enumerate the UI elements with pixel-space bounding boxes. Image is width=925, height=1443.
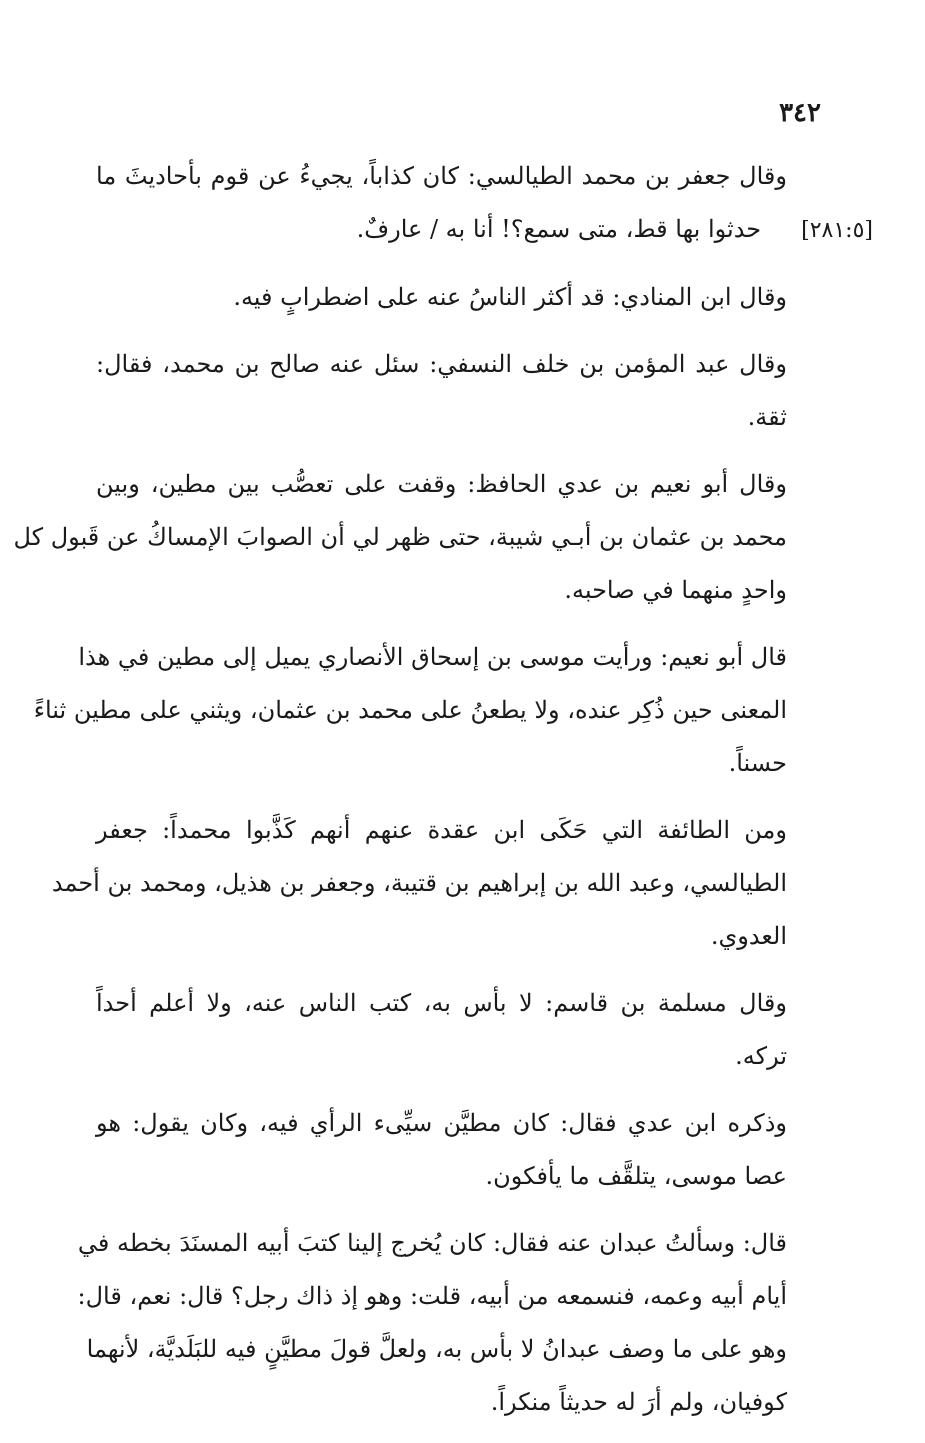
text-line: وقال جعفر بن محمد الطيالسي: كان كذاباً، يجيءُ عن قوم بأحاديثَ ما (96, 162, 787, 190)
paragraph (96, 338, 821, 444)
text-line: وهو على ما وصف عبدانُ لا بأس به، ولعلَّ قولَ مطيَّنٍ فيه للبَلَديَّة، لأنهما (86, 1335, 787, 1363)
paragraph (33, 631, 821, 790)
text-line: أيام أبيه وعمه، فنسمعه من أبيه، قلت: وهو إذ ذاك رجل؟ قال: نعم، قال: (77, 1282, 787, 1310)
paragraph (96, 1097, 821, 1203)
paragraph (13, 458, 821, 617)
text-line: عصا موسى، يتلقَّف ما يأفكون. (485, 1162, 787, 1190)
text-line: الطيالسي، وعبد الله بن إبراهيم بن قتيبة، وجعفر بن هذيل، ومحمد بن أحمد (51, 869, 787, 897)
text-line: وقال مسلمة بن قاسم: لا بأس به، كتب الناس عنه، ولا أعلم أحداً (96, 989, 787, 1017)
text-line: العدوي. (710, 922, 787, 950)
page-number: ٣٤٢ (779, 98, 821, 128)
text-line: وذكره ابن عدي فقال: كان مطيَّن سيِّىء الرأي فيه، وكان يقول: هو (96, 1109, 787, 1137)
text-line: تركه. (735, 1042, 787, 1070)
text-line: وقال عبد المؤمن بن خلف النسفي: سئل عنه صالح بن محمد، فقال: (96, 350, 787, 378)
text-line-with-marker (96, 203, 873, 257)
text-line: ومن الطائفة التي حَكَى ابن عقدة عنهم أنهم كَذَّبوا محمداً: جعفر (96, 816, 787, 844)
text-line: حدثوا بها قط، متى سمع؟! أنا به / عارفٌ. (356, 215, 762, 243)
paragraph (51, 804, 821, 963)
main-text (13, 150, 873, 1443)
text-line: كوفيان، ولم أرَ له حديثاً منكراً. (490, 1388, 787, 1416)
text-line: حسناً. (728, 749, 787, 777)
paragraph (96, 977, 821, 1083)
text-line: محمد بن عثمان بن أبـي شيبة، حتى ظهر لي أن الصوابَ الإمساكُ عن قَبول كل (13, 523, 787, 551)
text-line: ثقة. (747, 403, 787, 431)
text-line: المعنى حين ذُكِر عنده، ولا يطعنُ على محمد بن عثمان، ويثني على مطين ثناءً (33, 696, 787, 724)
paragraph (77, 1217, 821, 1429)
text-line: قال: وسألتُ عبدان عنه فقال: كان يُخرج إلينا كتبَ أبيه المسنَدَ بخطه في (77, 1229, 787, 1257)
margin-marker: [٢٨١:٥] (801, 218, 873, 243)
paragraph (96, 150, 873, 257)
text-line: وقال ابن المنادي: قد أكثر الناسُ عنه على اضطرابٍ فيه. (233, 283, 787, 311)
text-line: وقال أبو نعيم بن عدي الحافظ: وقفت على تعصُّب بين مطين، وبين (96, 470, 787, 498)
paragraph (96, 271, 821, 324)
text-line: واحدٍ منهما في صاحبه. (564, 576, 787, 604)
text-line: قال أبو نعيم: ورأيت موسى بن إسحاق الأنصاري يميل إلى مطين في هذا (78, 643, 787, 671)
